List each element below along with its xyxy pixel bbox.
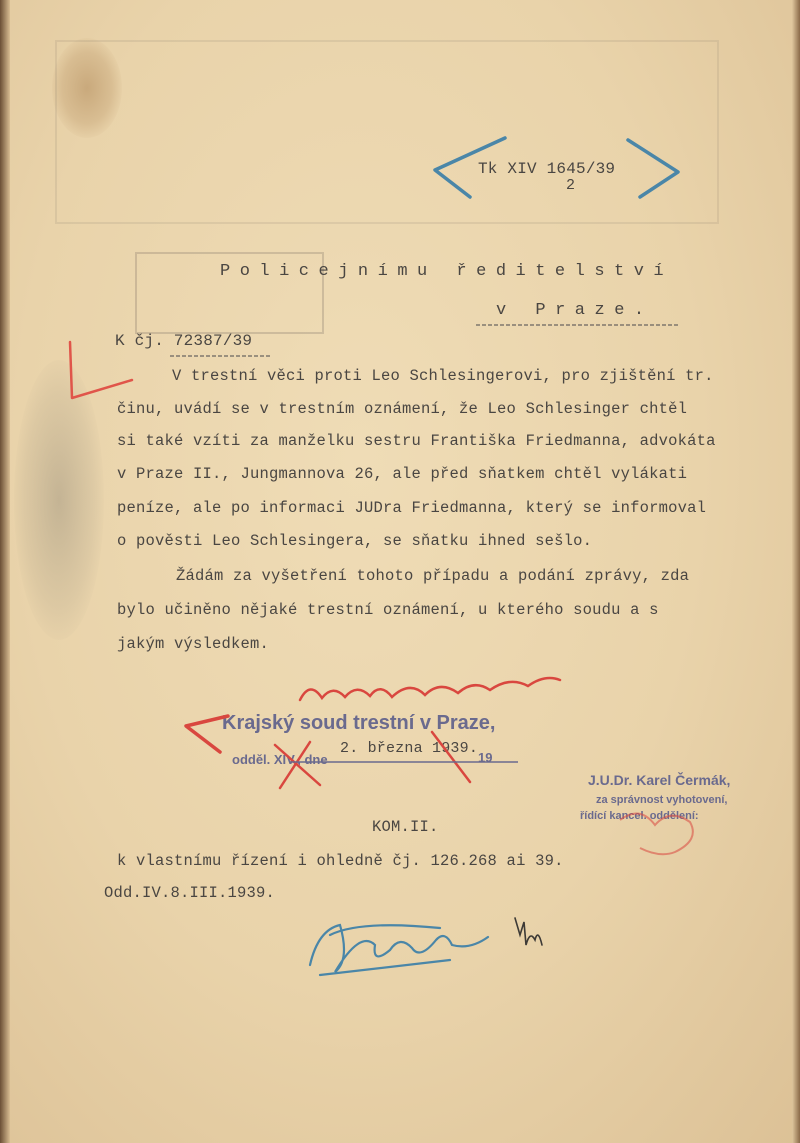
body-line-3: si také vzíti za manželku sestru Františka Friedmanna, advokáta — [117, 432, 716, 450]
procedure-note: k vlastnímu řízení i ohledně čj. 126.268 ai 39. — [117, 852, 564, 870]
court-stamp-date: 2. března 1939. — [340, 740, 479, 757]
red-corner-mark — [70, 342, 132, 398]
reference-number: Tk XIV 1645/39 — [478, 160, 616, 178]
addressee-line2: v Praze. — [496, 301, 654, 320]
initials-signature — [515, 918, 542, 945]
red-scribble — [300, 678, 560, 700]
court-stamp-year: 19 — [478, 750, 493, 765]
department-date: Odd.IV.8.III.1939. — [104, 884, 276, 902]
red-faint-scribble — [620, 814, 693, 855]
blue-left-bracket-mark — [435, 138, 505, 197]
body-line-9: jakým výsledkem. — [117, 635, 270, 653]
kom-label: KOM.II. — [372, 818, 439, 836]
file-reference: K čj. 72387/39 — [115, 332, 253, 350]
body-line-5: peníze, ale po informaci JUDra Friedmanna, který se informoval — [117, 499, 707, 517]
body-line-2: činu, uvádí se v trestním oznámení, že Leo Schlesinger chtěl — [117, 400, 688, 418]
body-line-1: V trestní věci proti Leo Schlesingerovi, pro zjištění tr. — [172, 367, 714, 385]
certification-stamp-line2: za správnost vyhotovení, — [596, 794, 728, 806]
body-line-7: Žádám za vyšetření tohoto případu a podání zprávy, zda — [176, 567, 690, 585]
body-line-4: v Praze II., Jungmannova 26, ale před sňatkem chtěl vylákati — [117, 465, 688, 483]
addressee-line1: Policejnímu ředitelství — [220, 262, 674, 281]
blue-right-bracket-mark — [628, 140, 678, 197]
certification-stamp-line3: řídící kancel. oddělení: — [580, 810, 699, 822]
reference-sheet-number: 2 — [566, 177, 576, 194]
body-line-6: o pověsti Leo Schlesingera, se sňatku ihned sešlo. — [117, 532, 593, 550]
body-line-8: bylo učiněno nějaké trestní oznámení, u kterého soudu a s — [117, 601, 659, 619]
court-stamp-department: odděl. XIV., dne — [232, 752, 328, 767]
red-cross-mark — [275, 732, 470, 788]
red-arrow-left — [186, 716, 228, 752]
certification-stamp-name: J.U.Dr. Karel Čermák, — [588, 772, 731, 788]
blue-signature — [310, 925, 488, 975]
court-stamp-title: Krajský soud trestní v Praze, — [222, 712, 496, 734]
